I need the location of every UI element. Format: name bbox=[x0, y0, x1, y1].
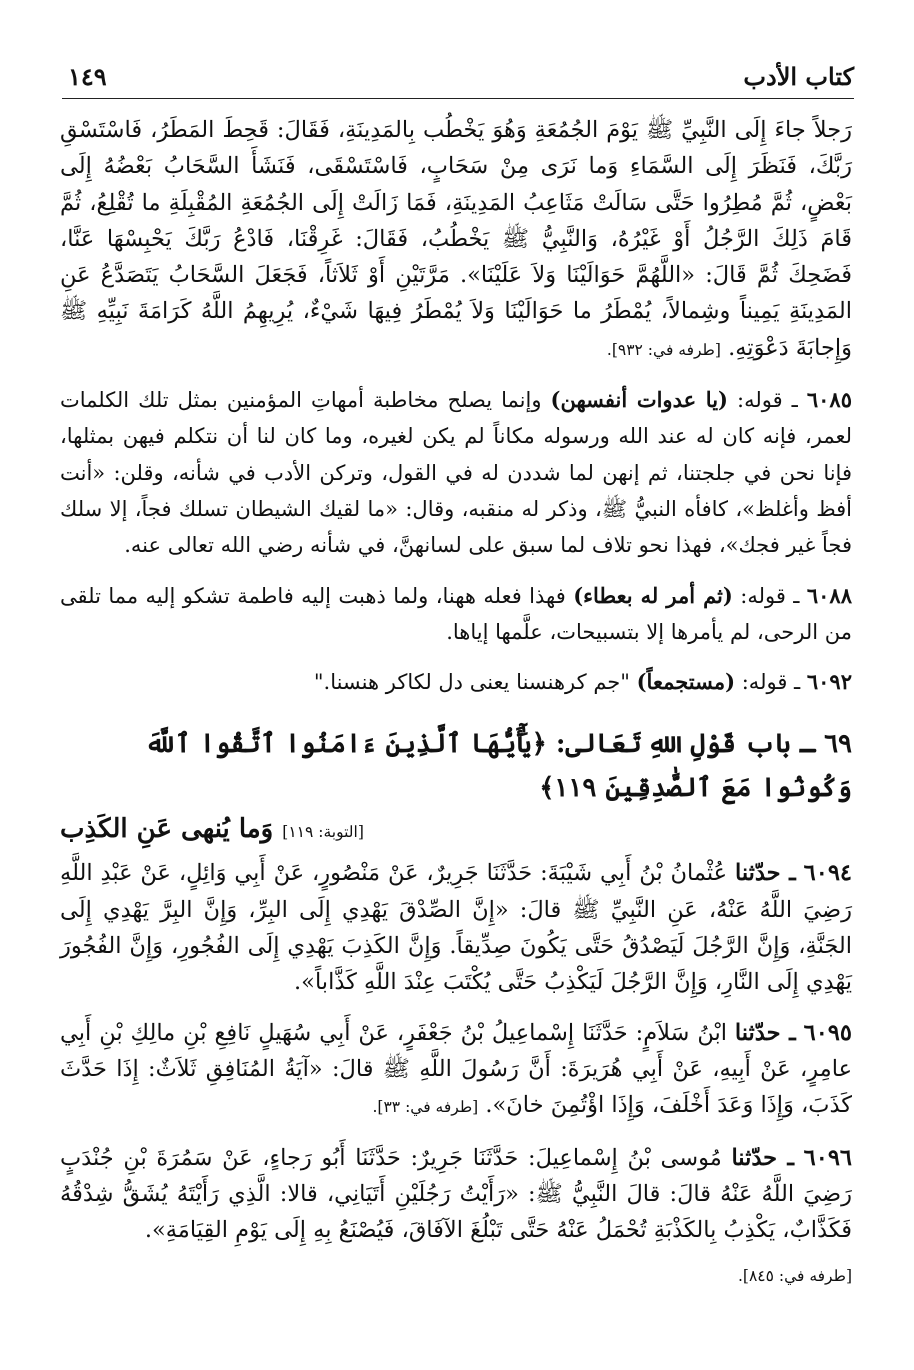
hadith-text: ابْنُ سَلاَمٍ: حَدَّثَنَا إِسْماعِيلُ بْنُ جَعْفَرٍ، عَنْ أَبِي سُهَيلٍ نَافِعِ بْنِ مالِكِ بْنِ أَبِي عامِرٍ، عَنْ أَبِيهِ، عَنْ أَبِي هُرَيرَةَ: أَنَّ رَسُولَ اللَّهِ ﷺ قالَ: «آيَةُ المُنَافِقِ ثَلاَثٌ: إِذَا حَدَّثَ كَذَبَ، وَإِذَا وَعَدَ أَخْلَفَ، وَإِذَا اؤْتُمِنَ خانَ». bbox=[60, 1019, 852, 1119]
commentary-number: ٦٠٨٥ bbox=[806, 387, 852, 413]
chapter-subtitle: وَما يُنهى عَنِ الكَذِب bbox=[60, 814, 274, 845]
page-content bbox=[60, 112, 852, 1295]
hadith-lead: ـ حدّثنا bbox=[731, 1144, 794, 1171]
hadith-text: عُثْمانُ بْنُ أَبِي شَيْبَةَ: حَدَّثَنَا جَرِيرٌ، عَنْ مَنْصُورٍ، عَنْ أَبِي وَائِلٍ، عَنْ عَبْدِ اللَّهِ رَضِيَ اللَّهُ عَنْهُ، عَنِ النَّبِيِّ ﷺ قالَ: «إِنَّ الصِّدْقَ يَهْدِي إِلَى البِرِّ، وَإِنَّ البِرَّ يَهْدِي إِلَى الجَنَّةِ، وَإِنَّ الرَّجُلَ لَيَصْدُقُ حَتَّى يَكُونَ صِدِّيقاً. وَإِنَّ الكَذِبَ يَهْدِي إِلَى الفُجُورِ، وَإِنَّ الفُجُورَ يَهْدِي إِلَى النَّارِ، وَإِنَّ الرَّجُلَ لَيَكْذِبُ حَتَّى يُكْتَبَ عِنْدَ اللَّهِ كَذَّاباً». bbox=[60, 860, 852, 996]
chapter-title: ٦٩ ـ باب قَوْلِ اللهِ تَعَالى: ﴿يَٰٓأَيُّهَا ٱلَّذِينَ ءَامَنُوا ٱتَّقُوا ٱللَّهَ وَكُونُوا مَعَ ٱلصَّٰدِقِينَ ١١٩﴾ bbox=[145, 729, 852, 804]
commentary-item bbox=[60, 664, 852, 700]
hadith-item bbox=[60, 1140, 852, 1249]
commentary-number: ٦٠٨٨ bbox=[806, 582, 852, 608]
hadith-number: ٦٠٩٤ bbox=[803, 860, 852, 887]
hadith-lead: ـ حدّثنا bbox=[734, 1019, 796, 1046]
commentary-quote: (ثم أمر له بعطاء) bbox=[573, 582, 733, 608]
commentary-quote: (مستجمعاً) bbox=[636, 669, 736, 695]
hadith-number: ٦٠٩٥ bbox=[803, 1019, 852, 1046]
cross-reference: [طرفه في: ٩٣٢]. bbox=[606, 340, 721, 359]
hadith-continuation bbox=[60, 112, 852, 368]
page-number: ١٤٩ bbox=[68, 62, 107, 91]
book-title: كتاب الأدب bbox=[743, 62, 854, 91]
running-header bbox=[62, 58, 854, 99]
cross-reference: [طرفه في: ٨٤٥]. bbox=[737, 1267, 852, 1286]
chapter-heading bbox=[60, 722, 852, 810]
hadith-number: ٦٠٩٦ bbox=[803, 1144, 852, 1171]
commentary-quote: (يا عدوات أنفسهن) bbox=[550, 387, 728, 413]
quran-reference: [التوبة: ١١٩] bbox=[282, 823, 364, 842]
hadith-item bbox=[60, 1015, 852, 1126]
cross-reference: [طرفه في: ٣٣]. bbox=[372, 1098, 479, 1117]
commentary-item bbox=[60, 578, 852, 651]
commentary-lead: ـ قوله: bbox=[741, 670, 801, 695]
final-reference bbox=[60, 1256, 852, 1294]
hadith-lead: ـ حدّثنا bbox=[734, 860, 796, 887]
commentary-item bbox=[60, 382, 852, 563]
chapter-subheading bbox=[60, 810, 852, 851]
commentary-text: فهذا فعله ههنا، ولما ذهبت إليه فاطمة تشكو إليه مما تلقى من الرحى، لم يأمرها إلا بتسبيحات، علَّمها إياها. bbox=[60, 583, 852, 644]
commentary-lead: ـ قوله: bbox=[740, 583, 800, 608]
commentary-text: "جم كرهنسنا يعنى دل لكاكر هنسنا." bbox=[313, 670, 630, 695]
hadith-item bbox=[60, 855, 852, 1000]
hadith-text: رَجلاً جاءَ إِلَى النَّبِيِّ ﷺ يَوْمَ الجُمُعَةِ وَهُوَ يَخْطُب بِالمَدِينَةِ، فَقَالَ: قَحِطَ المَطَرُ، فَاسْتَسْقِ رَبَّكَ، فَنَظَرَ إِلَى السَّمَاءِ وَما نَرَى مِنْ سَحَابٍ، فَاسْتَسْقَى، فَنَشَأَ السَّحَابُ بَعْضُهُ إِلَى بَعْضٍ، ثُمَّ مُطِرُوا حَتَّى سَالَتْ مَثَاعِبُ المَدِينَةِ، فَمَا زَالَتْ إِلَى الجُمُعَةِ المُقْبِلَةِ ما تُقْلِعُ، ثُمَّ قَامَ ذَلِكَ الرَّجُلُ أَوْ غَيْرُهُ، وَالنَّبِيُّ ﷺ يَخْطُبُ، فَقَالَ: غَرِقْنَا، فَادْعُ رَبَّكَ يَحْبِسْهَا عَنَّا، فَضَحِكَ ثُمَّ قَالَ: «اللَّهُمَّ حَوَالَيْنَا وَلاَ عَلَيْنَا». مَرَّتَيْنِ أَوْ ثَلاَثاً، فَجَعَلَ السَّحَابُ يَتَصَدَّعُ عَنِ المَدِينَةِ يَمِيناً وشِمالاً، يُمْطَرُ ما حَوَالَيْنَا وَلاَ يُمْطَرُ فِيهَا شَيْءٌ، يُرِيهِمُ اللَّهُ كَرَامَةَ نَبِيِّهِ ﷺ وَإِجابَةَ دَعْوَتِهِ. bbox=[60, 117, 852, 361]
commentary-lead: ـ قوله: bbox=[737, 388, 798, 413]
commentary-text: وإنما يصلح مخاطبة أمهاتِ المؤمنين بمثل تلك الكلمات لعمر، فإنه كان له عند الله ورسوله مكاناً لم يكن لغيره، وما كان لنا أن نتكلم فيهن بمثلها، فإنا نحن في جلجتنا، ثم إنهن لما شددن له في القول، وتركن الأدب في شأنه، وقلن: «أنت أفظ وأغلظ»، كافأه النبيُّ ﷺ، وذكر له منقبه، وقال: «ما لقيك الشيطان تسلك فجاً، إلا سلك فجاً غير فجك»، فهذا نحو تلاف لما سبق على لسانهنَّ، في شأنه رضي الله تعالى عنه. bbox=[60, 388, 852, 558]
commentary-number: ٦٠٩٢ bbox=[806, 669, 852, 695]
hadith-text: مُوسى بْنُ إِسْماعِيلَ: حَدَّثَنَا جَرِيرٌ: حَدَّثَنَا أَبُو رَجاءٍ، عَنْ سَمُرَةَ بْنِ جُنْدَبٍ رَضِيَ اللَّهُ عَنْهُ قالَ: قالَ النَّبِيُّ ﷺ: «رَأَيْتُ رَجُلَيْنِ أَتَيَانِي، قالا: الَّذِي رَأَيْتَهُ يُشَقُّ شِدْقُهُ فَكَذَّابٌ، يَكْذِبُ بِالكَذْبَةِ تُحْمَلُ عَنْهُ حَتَّى تَبْلُغَ الآفَاقَ، فَيُصْنَعُ بِهِ إِلَى يَوْمِ القِيَامَةِ». bbox=[60, 1144, 852, 1244]
